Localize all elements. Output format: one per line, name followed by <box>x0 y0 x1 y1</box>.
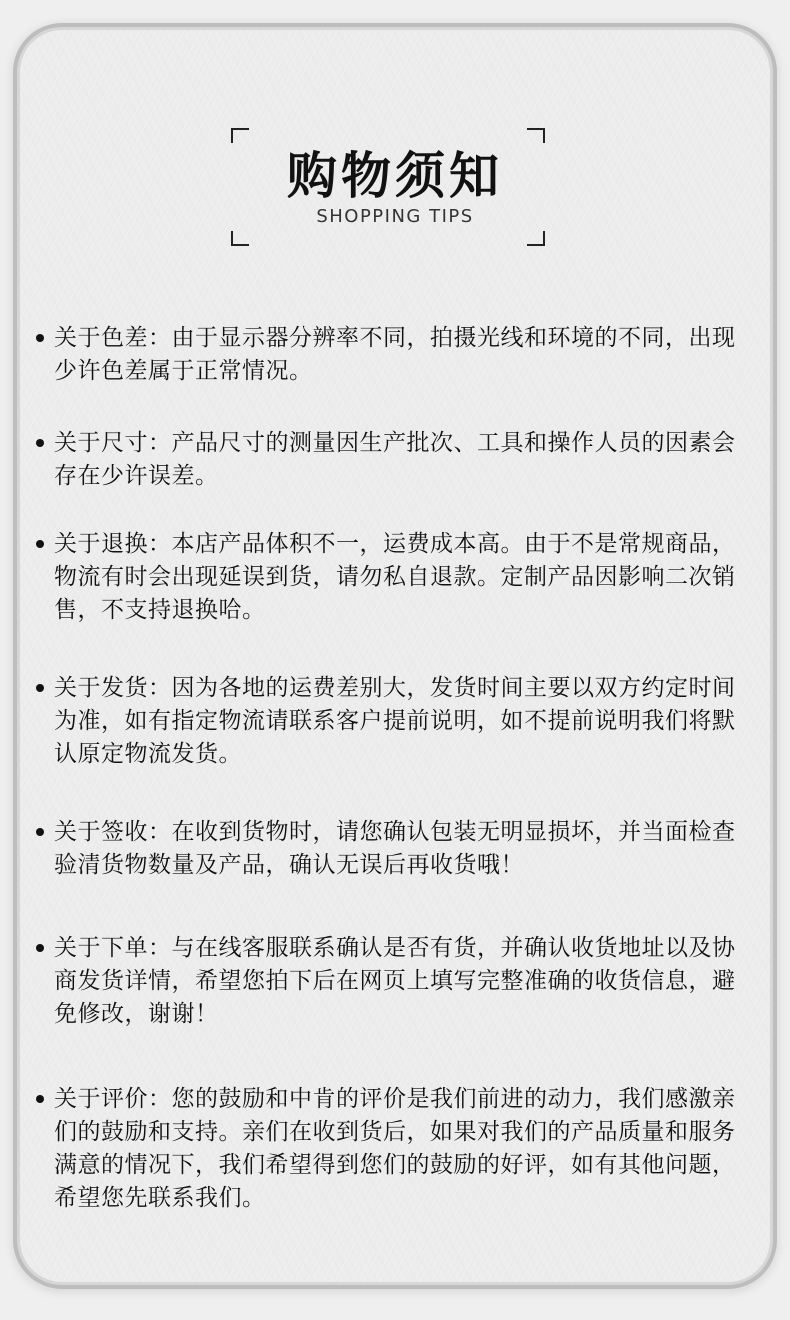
tip-item-size <box>54 427 754 493</box>
title-frame-corner-top-right <box>527 128 545 143</box>
tip-item-ordering <box>54 932 754 1031</box>
tip-text: 由于显示器分辨率不同，拍摄光线和环境的不同，出现少许色差属于正常情况。 <box>54 325 736 384</box>
bullet-dot-icon <box>36 334 44 342</box>
tip-text: 本店产品体积不一，运费成本高。由于不是常规商品，物流有时会出现延误到货，请勿私自退款。定制产品因影响二次销售，不支持退换哈。 <box>54 531 736 623</box>
tip-item-shipping <box>54 672 754 771</box>
bullet-dot-icon <box>36 1095 44 1103</box>
tip-label: 关于色差： <box>54 325 172 351</box>
tip-item-color <box>54 322 754 388</box>
tip-text: 与在线客服联系确认是否有货，并确认收货地址以及协商发货详情，希望您拍下后在网页上填写完整准确的收货信息，避免修改，谢谢！ <box>54 935 736 1027</box>
tip-item-reviews <box>54 1083 754 1215</box>
tip-text: 您的鼓励和中肯的评价是我们前进的动力，我们感激亲们的鼓励和支持。亲们在收到货后，如果对我们的产品质量和服务满意的情况下，我们希望得到您们的鼓励的好评，如有其他问题，希望您先联系我们。 <box>54 1086 736 1211</box>
bullet-dot-icon <box>36 944 44 952</box>
page-title: 购物须知 <box>287 147 503 205</box>
bullet-dot-icon <box>36 684 44 692</box>
bullet-dot-icon <box>36 540 44 548</box>
tip-label: 关于评价： <box>54 1086 172 1112</box>
tip-text: 产品尺寸的测量因生产批次、工具和操作人员的因素会存在少许误差。 <box>54 430 736 489</box>
tip-item-returns <box>54 528 754 627</box>
tip-label: 关于尺寸： <box>54 430 172 456</box>
tip-item-receipt <box>54 816 754 882</box>
title-frame-corner-bottom-right <box>527 231 545 246</box>
tip-label: 关于签收： <box>54 819 172 845</box>
page-subtitle: SHOPPING TIPS <box>316 206 474 227</box>
tip-text: 因为各地的运费差别大，发货时间主要以双方约定时间为准，如有指定物流请联系客户提前说明，如不提前说明我们将默认原定物流发货。 <box>54 675 736 767</box>
tip-label: 关于发货： <box>54 675 172 701</box>
tip-label: 关于退换： <box>54 531 172 557</box>
title-frame-corner-top-left <box>231 128 249 143</box>
bullet-dot-icon <box>36 828 44 836</box>
tip-label: 关于下单： <box>54 935 172 961</box>
bullet-dot-icon <box>36 439 44 447</box>
tip-text: 在收到货物时，请您确认包装无明显损坏，并当面检查验清货物数量及产品，确认无误后再收货哦！ <box>54 819 736 878</box>
title-frame-corner-bottom-left <box>231 231 249 246</box>
